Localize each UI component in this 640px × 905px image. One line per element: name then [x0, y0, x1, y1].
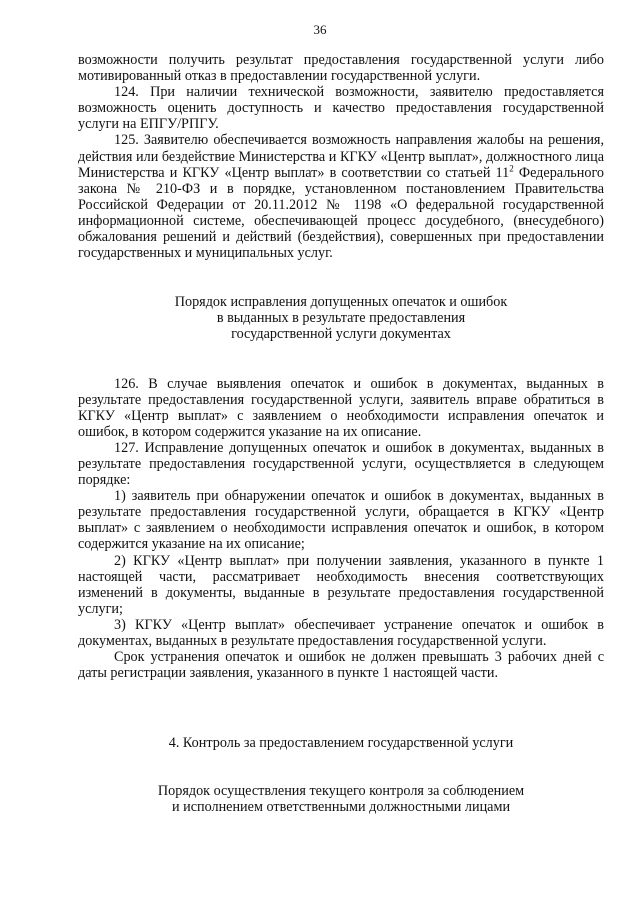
paragraph-125-part-1: 125. Заявителю обеспечивается возможность направления жалобы на решения, действия или бездействие Министерства и КГКУ «Центр выплат», должностного лица Министерства и КГКУ «Центр выплат» в соответствии со статьей 11: [78, 132, 604, 181]
paragraph-125-part-2: Федерального закона № 210-ФЗ и в порядке, установленном постановлением Правительства Российской Федерации от 20.11.2012 № 1198 «О федеральной государственной информационной системе, обеспечивающей процесс досудебного, (внесудебного) обжалования решений и действий (бездействия), совершенных при предоставлении государственных и муниципальных услуг.: [78, 164, 605, 262]
subheading-current-control: [78, 783, 604, 815]
paragraph-deadline: Срок устранения опечаток и ошибок не должен превышать 3 рабочих дней с даты регистрации заявления, указанного в пункте 1 настоящей части.: [78, 649, 604, 682]
document-body: [78, 52, 604, 816]
paragraph-124: 124. При наличии технической возможности, заявителю предоставляется возможность оценить доступность и качество предоставления государственной услуги на ЕПГУ/РПГУ.: [78, 84, 604, 133]
subheading-error-correction: [78, 294, 604, 342]
subheading-line: Порядок осуществления текущего контроля за соблюдением: [157, 783, 525, 800]
section-heading-4: 4. Контроль за предоставлением государственной услуги: [168, 735, 514, 752]
paragraph-125: [78, 132, 604, 261]
subheading-line: государственной услуги документах: [231, 326, 451, 343]
subheading-line: в выданных в результате предоставления: [216, 310, 466, 327]
paragraph-127-item-1: 1) заявитель при обнаружении опечаток и ошибок в документах, выданных в результате предоставления государственной услуги, обращается в КГКУ «Центр выплат» с заявлением о необходимости исправления опечаток и ошибок, в котором содержится указание на их описание;: [78, 488, 604, 553]
paragraph-127: 127. Исправление допущенных опечаток и ошибок в документах, выданных в результате предоставления государственной услуги, осуществляется в следующем порядке:: [78, 439, 604, 489]
article-superscript: 2: [509, 162, 514, 173]
paragraph-continuation: возможности получить результат предоставления государственной услуги либо мотивированный отказ в предоставлении государственной услуги.: [78, 52, 604, 85]
page-number: 36: [313, 22, 327, 37]
paragraph-126: 126. В случае выявления опечаток и ошибок в документах, выданных в результате предоставления государственной услуги, заявитель вправе обратиться в КГКУ «Центр выплат» с заявлением о необходимости исправления опечаток и ошибок, в котором содержится указание на их описание.: [78, 375, 604, 440]
paragraph-127-item-2: 2) КГКУ «Центр выплат» при получении заявления, указанного в пункте 1 настоящей части, рассматривает необходимость внесения соответствующих изменений в документы, выданные в результате предоставления государственной услуги;: [78, 552, 604, 617]
subheading-line: и исполнением ответственными должностными лицами: [171, 799, 511, 816]
subheading-line: Порядок исправления допущенных опечаток и ошибок: [174, 294, 508, 311]
paragraph-127-item-3: 3) КГКУ «Центр выплат» обеспечивает устранение опечаток и ошибок в документах, выданных в результате предоставления государственной услуги.: [78, 616, 604, 649]
